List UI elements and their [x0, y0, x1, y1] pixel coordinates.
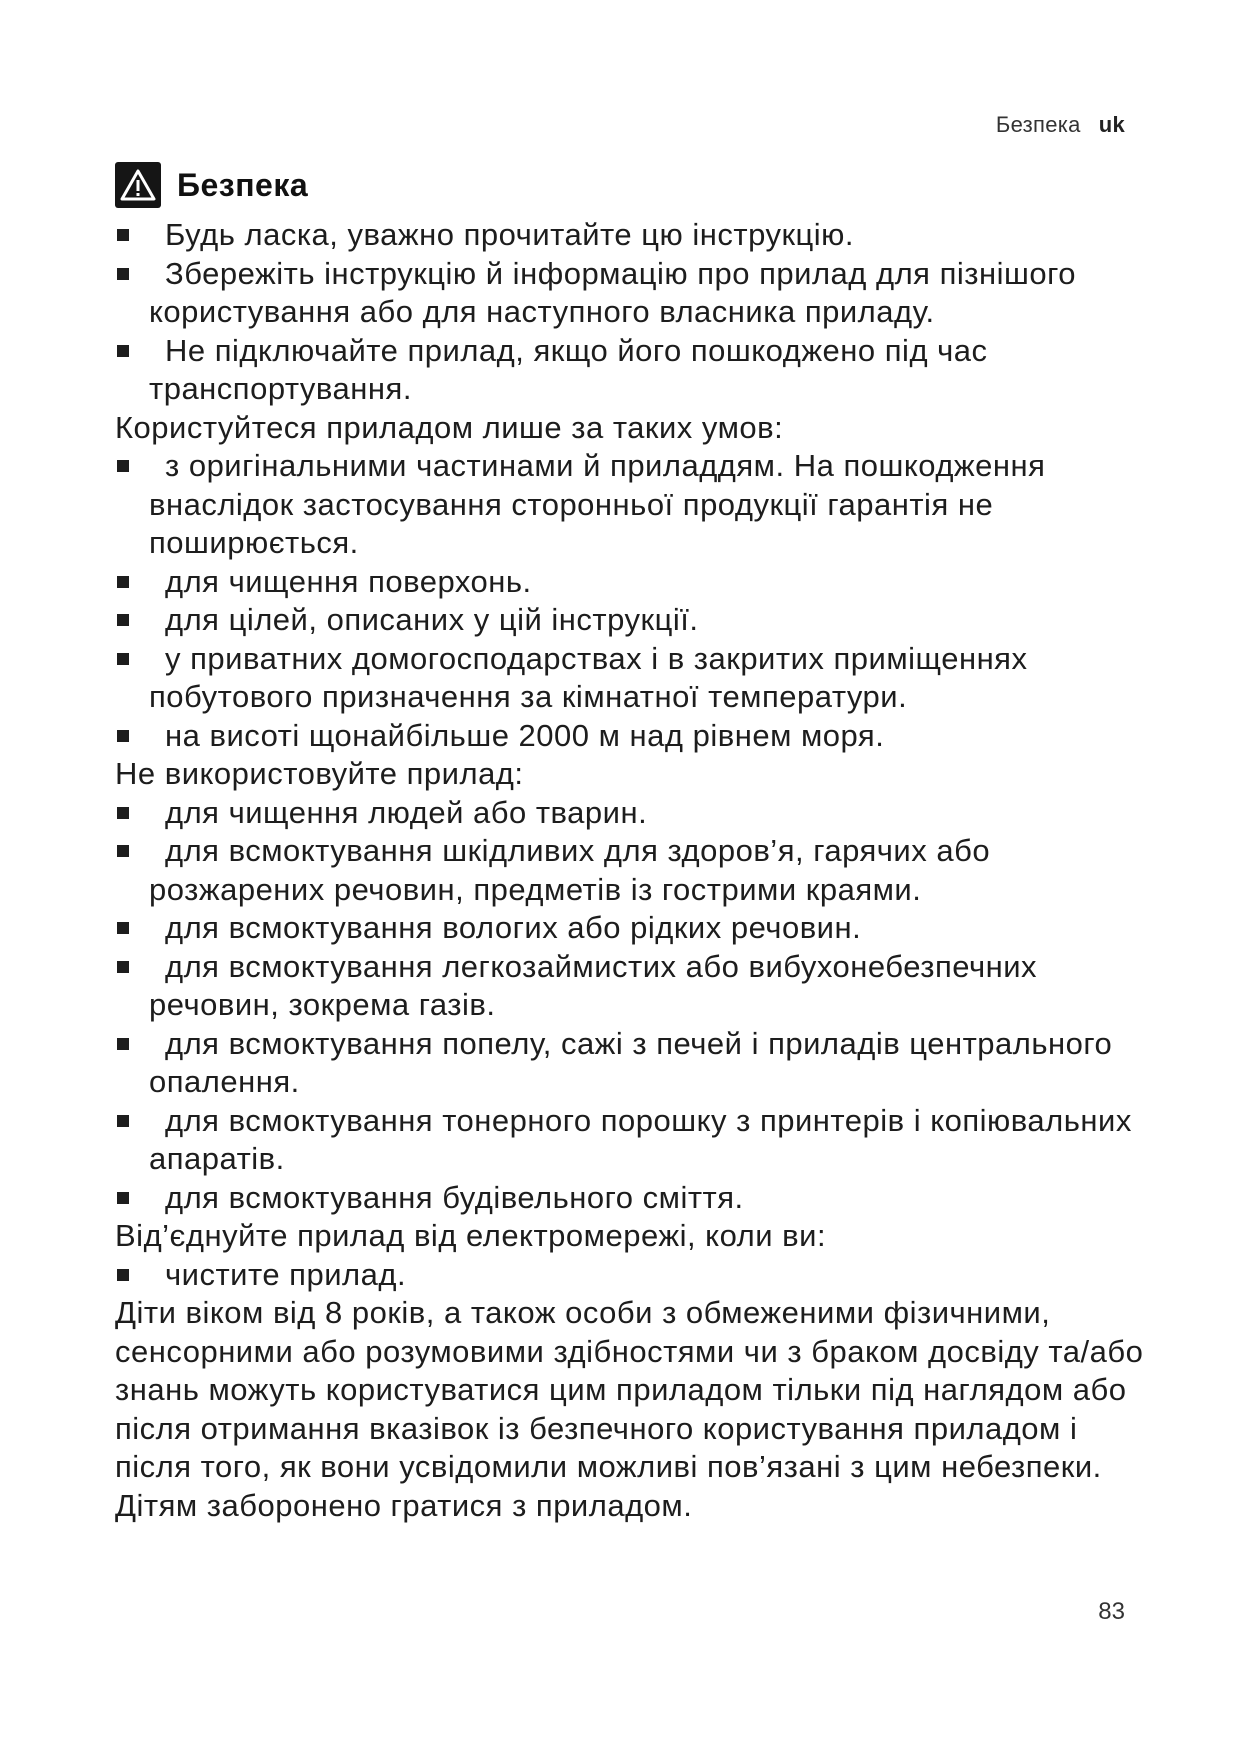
- list-item: [115, 794, 1155, 833]
- children-play-paragraph: Дітям заборонено гратися з приладом.: [115, 1487, 693, 1523]
- use-heading: Користуйтеся приладом лише за таких умов:: [115, 409, 784, 445]
- bullet-square-icon: [117, 576, 129, 588]
- list-item-text: для всмоктування вологих або рідких речовин.: [165, 910, 862, 945]
- list-item: [115, 909, 1155, 948]
- bullet-square-icon: [117, 922, 129, 934]
- list-item-text: з оригінальними частинами й приладдям. На пошкодження внаслідок застосування сторонньої продукції гарантія не поширюється.: [149, 448, 1046, 560]
- disconnect-list: [115, 1256, 1155, 1295]
- list-item-text: для всмоктування шкідливих для здоров’я, гарячих або розжарених речовин, предметів із гострими краями.: [149, 833, 991, 907]
- section-title-row: [115, 160, 1155, 210]
- list-item-text: для всмоктування легкозаймистих або вибухонебезпечних речовин, зокрема газів.: [149, 948, 1038, 1022]
- list-item: [115, 563, 1155, 602]
- bullet-square-icon: [117, 653, 129, 665]
- bullet-square-icon: [117, 845, 129, 857]
- bullet-square-icon: [117, 807, 129, 819]
- list-item: [115, 1179, 1155, 1218]
- list-item-text: на висоті щонайбільше 2000 м над рівнем моря.: [165, 717, 885, 753]
- list-item-text: для всмоктування тонерного порошку з принтерів і копіювальних апаратів.: [149, 1102, 1132, 1176]
- children-paragraph: Діти віком від 8 років, а також особи з обмеженими фізичними, сенсорними або розумовими здібностями чи з браком досвіду та/або знань можуть користуватися цим приладом тільки під наглядом або після отримання вказівок із безпечного користування приладом і після того, як вони усвідомили можливі пов’язані з цим небезпеки.: [115, 1295, 1144, 1484]
- list-item: [115, 447, 1155, 563]
- page-number: 83: [1098, 1598, 1125, 1625]
- list-item: [115, 332, 1155, 409]
- list-item-text: для чищення поверхонь.: [165, 563, 532, 599]
- warning-triangle-icon: [115, 162, 161, 208]
- list-item: [115, 948, 1155, 1025]
- list-item: [115, 1102, 1155, 1179]
- disconnect-heading: Від’єднуйте прилад від електромережі, коли ви:: [115, 1218, 827, 1253]
- bullet-square-icon: [117, 1115, 129, 1127]
- bullet-square-icon: [117, 961, 129, 973]
- list-item-text: Збережіть інструкцію й інформацію про прилад для пізнішого користування або для наступного власника приладу.: [149, 255, 1076, 329]
- list-item-text: для чищення людей або тварин.: [165, 794, 648, 830]
- bullet-square-icon: [117, 229, 129, 241]
- section-title: Безпека: [177, 166, 309, 203]
- list-item: [115, 1025, 1155, 1102]
- list-item-text: чистите прилад.: [165, 1256, 407, 1292]
- list-item: [115, 717, 1155, 756]
- bullet-square-icon: [117, 345, 129, 357]
- bullet-square-icon: [117, 730, 129, 742]
- bullet-square-icon: [117, 1269, 129, 1281]
- list-item: [115, 601, 1155, 640]
- list-item: [115, 216, 1155, 255]
- dont-heading: Не використовуйте прилад:: [115, 756, 524, 791]
- list-item-text: для всмоктування попелу, сажі з печей і приладів центрального опалення.: [149, 1025, 1113, 1099]
- list-item: [115, 832, 1155, 909]
- list-item: [115, 255, 1155, 332]
- intro-list: [115, 216, 1155, 409]
- list-item-text: для цілей, описаних у цій інструкції.: [165, 602, 699, 637]
- safety-section: [115, 160, 1155, 1525]
- use-list: [115, 447, 1155, 755]
- list-item-text: для всмоктування будівельного сміття.: [165, 1179, 744, 1215]
- list-item-text: у приватних домогосподарствах і в закритих приміщеннях побутового призначення за кімнатної температури.: [149, 640, 1028, 714]
- bullet-square-icon: [117, 614, 129, 626]
- list-item-text: Не підключайте прилад, якщо його пошкоджено під час транспортування.: [149, 332, 988, 406]
- header-lang: uk: [1098, 112, 1125, 137]
- list-item-text: Будь ласка, уважно прочитайте цю інструкцію.: [165, 217, 855, 252]
- bullet-square-icon: [117, 1038, 129, 1050]
- bullet-square-icon: [117, 460, 129, 472]
- bullet-square-icon: [117, 1192, 129, 1204]
- running-header: [996, 112, 1125, 138]
- list-item: [115, 1256, 1155, 1295]
- bullet-square-icon: [117, 268, 129, 280]
- dont-list: [115, 794, 1155, 1218]
- list-item: [115, 640, 1155, 717]
- header-section: Безпека: [995, 112, 1081, 137]
